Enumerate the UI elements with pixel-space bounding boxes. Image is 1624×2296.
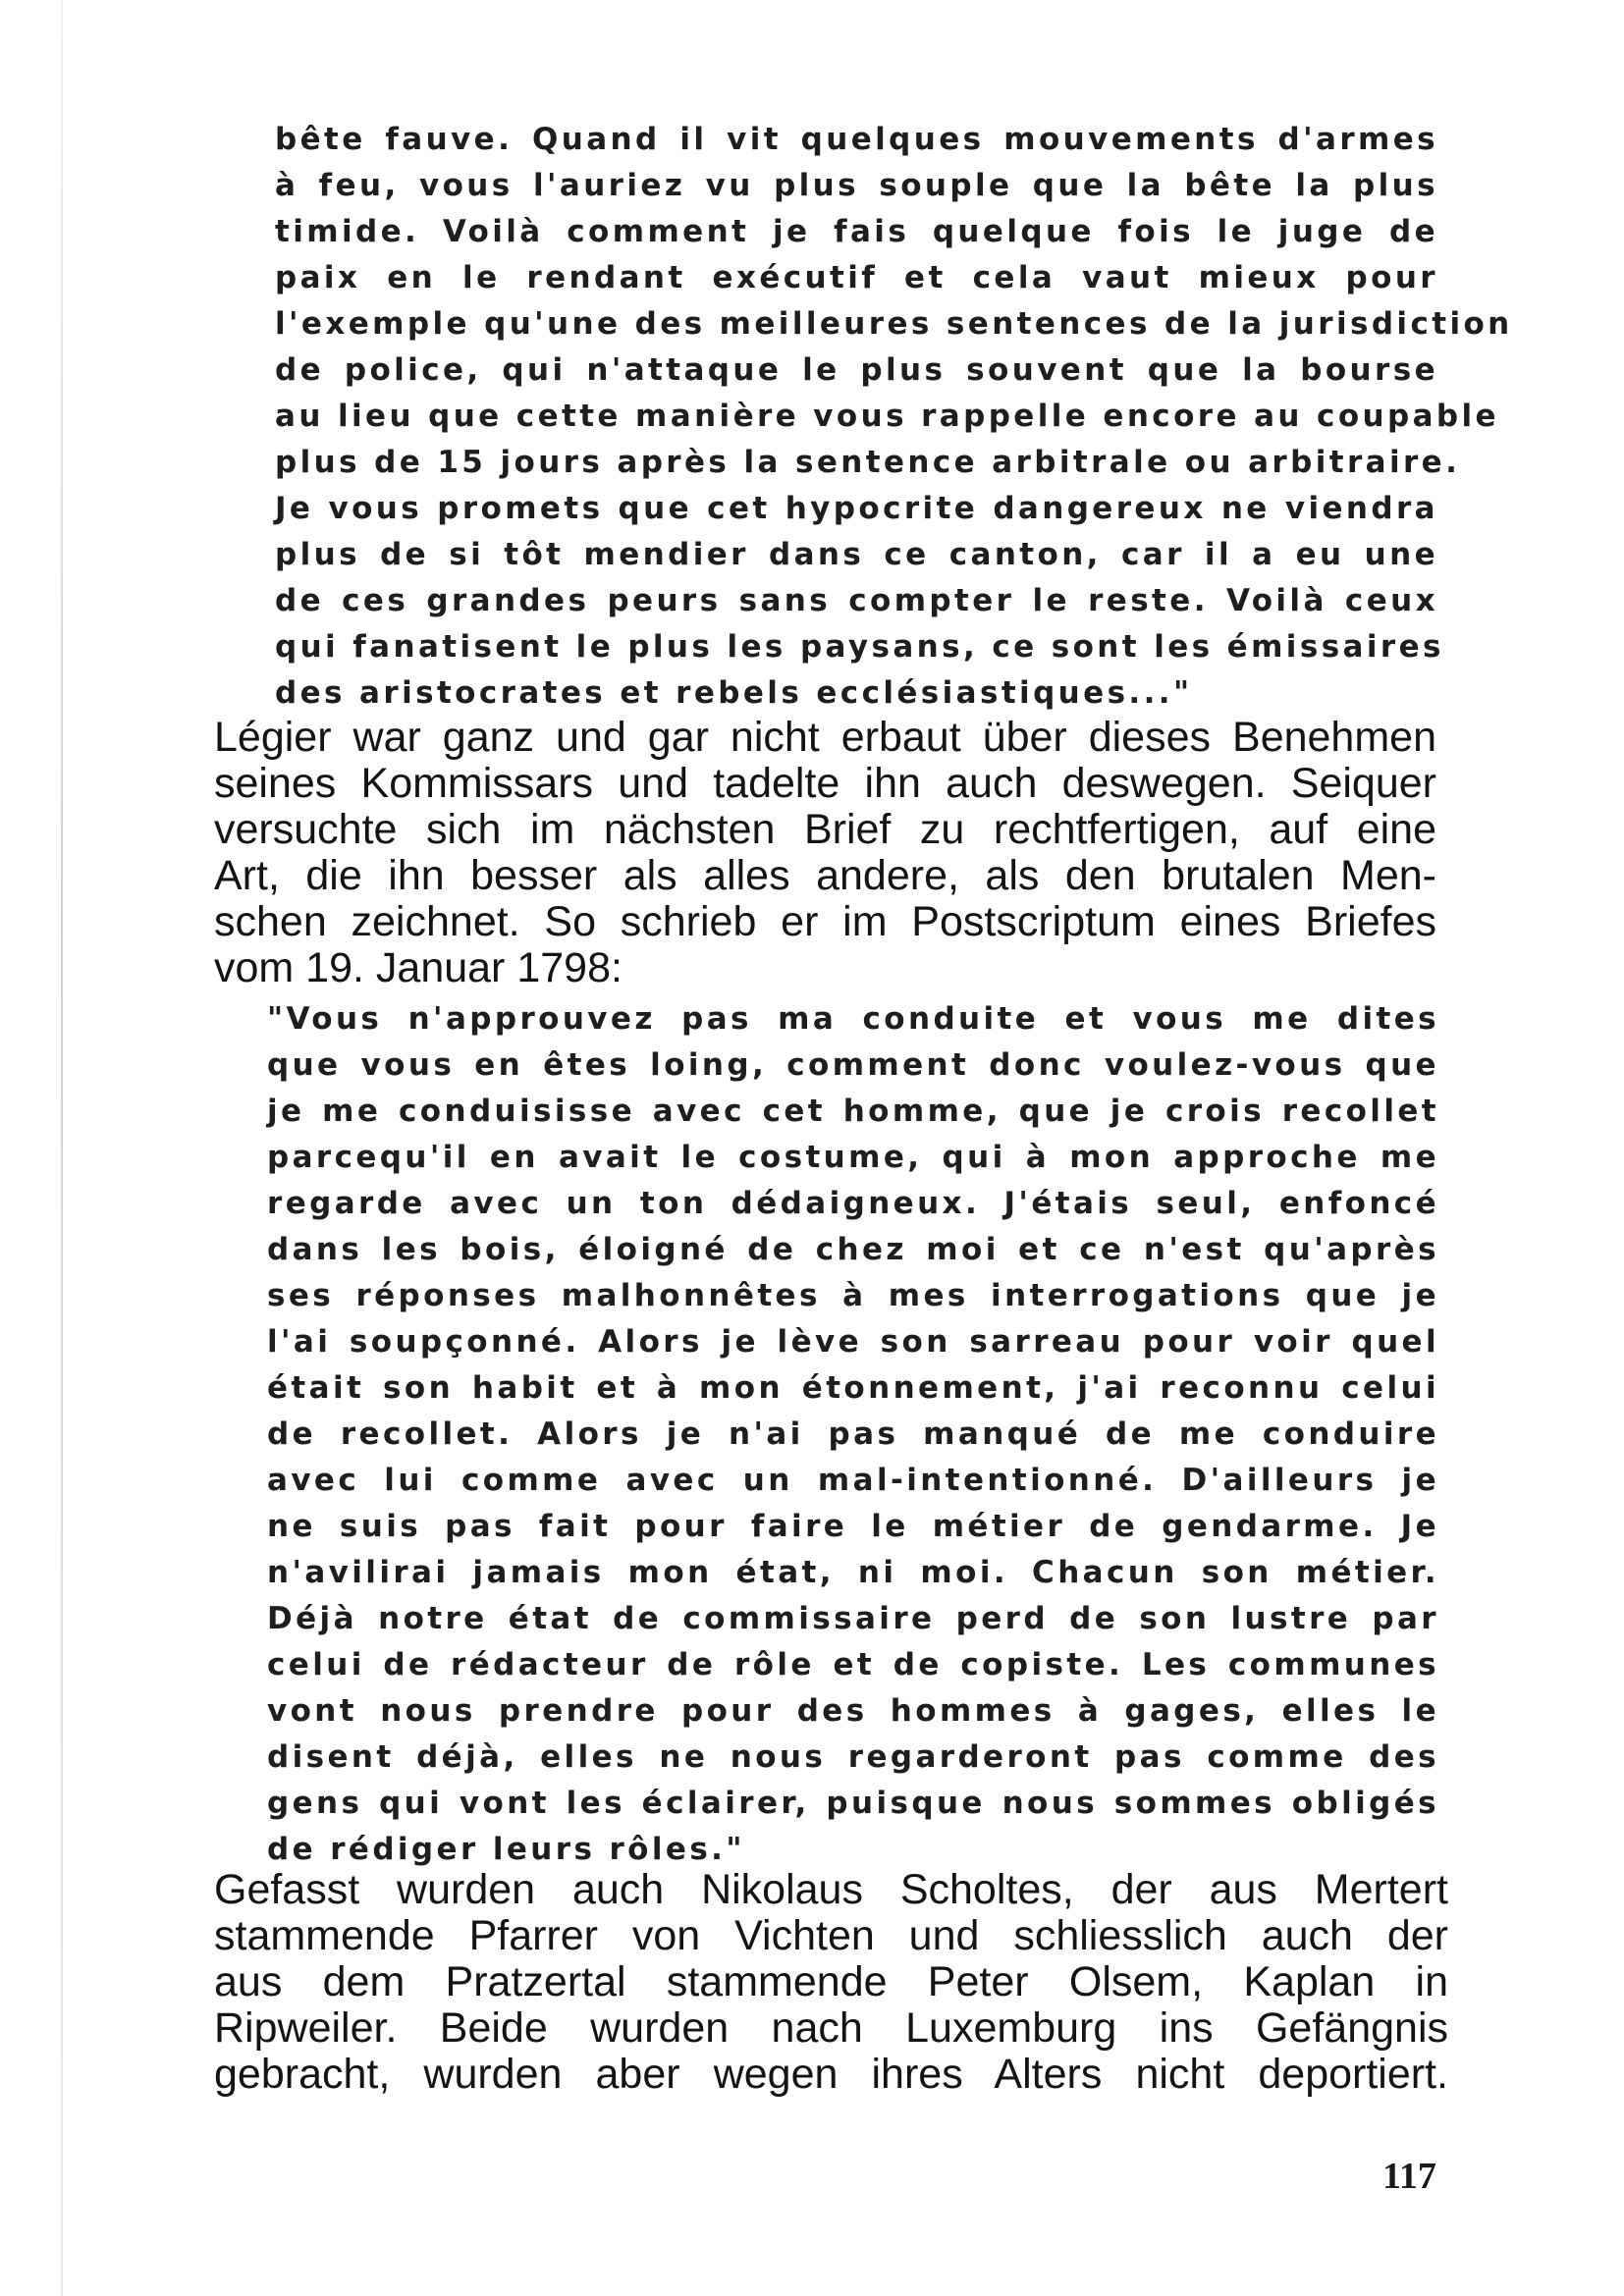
quote-line: parcequ'il en avait le costume, qui à mon approche me <box>267 1140 1439 1175</box>
paragraph-line: seines Kommissars und tadelte ihn auch deswegen. Seiquer <box>214 760 1436 807</box>
paragraph-line: stammende Pfarrer von Vichten und schliesslich auch der <box>214 1912 1448 1959</box>
paragraph-line: Ripweiler. Beide wurden nach Luxemburg ins Gefängnis <box>214 2004 1448 2052</box>
paragraph-line: aus dem Pratzertal stammende Peter Olsem, Kaplan in <box>214 1958 1448 2005</box>
quote-line: disent déjà, elles ne nous regarderont pas comme des <box>267 1739 1439 1775</box>
quote-line: regarde avec un ton dédaigneux. J'étais seul, enfoncé <box>267 1186 1439 1221</box>
quote-line: l'ai soupçonné. Alors je lève son sarreau pour voir quel <box>267 1324 1439 1360</box>
quote-line: dans les bois, éloigné de chez moi et ce n'est qu'après <box>267 1232 1439 1267</box>
quote-line: ne suis pas fait pour faire le métier de gendarme. Je <box>267 1509 1439 1544</box>
paragraph-line: schen zeichnet. So schrieb er im Postscriptum eines Briefes <box>214 898 1436 945</box>
paragraph-line: gebracht, wurden aber wegen ihres Alters nicht deportiert. <box>214 2051 1448 2098</box>
quote-line: était son habit et à mon étonnement, j'ai reconnu celui <box>267 1370 1439 1406</box>
quote-line: je me conduisisse avec cet homme, que je crois recollet <box>267 1094 1439 1129</box>
quote-line: Déjà notre état de commissaire perd de son lustre par <box>267 1601 1439 1636</box>
quote-line: l'exemple qu'une des meilleures sentences de la jurisdiction <box>275 306 1513 342</box>
quote-line: de ces grandes peurs sans compter le reste. Voilà ceux <box>275 583 1438 618</box>
quote-line: de police, qui n'attaque le plus souvent que la bourse <box>275 352 1438 388</box>
quote-line: avec lui comme avec un mal-intentionné. D'ailleurs je <box>267 1463 1439 1498</box>
quote-line: à feu, vous l'auriez vu plus souple que la bête la plus <box>275 168 1438 203</box>
quote-line: de recollet. Alors je n'ai pas manqué de me conduire <box>267 1416 1439 1452</box>
paragraph-line: versuchte sich im nächsten Brief zu rechtfertigen, auf eine <box>214 806 1436 853</box>
quote-line: que vous en êtes loing, comment donc voulez-vous que <box>267 1047 1439 1083</box>
quote-line: bête fauve. Quand il vit quelques mouvements d'armes <box>275 122 1438 157</box>
quote-line: celui de rédacteur de rôle et de copiste. Les communes <box>267 1647 1439 1682</box>
quote-line: Je vous promets que cet hypocrite dangereux ne viendra <box>275 491 1438 526</box>
quote-line: au lieu que cette manière vous rappelle encore au coupable <box>275 399 1499 434</box>
paragraph-line: Art, die ihn besser als alles andere, als den brutalen Men- <box>214 852 1436 899</box>
paragraph-line: vom 19. Januar 1798: <box>214 944 623 991</box>
quote-line: ses réponses malhonnêtes à mes interrogations que je <box>267 1278 1439 1313</box>
paragraph-line: Légier war ganz und gar nicht erbaut über dieses Benehmen <box>214 714 1436 761</box>
quote-line: "Vous n'approuvez pas ma conduite et vous me dites <box>267 1001 1439 1037</box>
page-number: 117 <box>1382 2156 1436 2197</box>
quote-line: plus de si tôt mendier dans ce canton, car il a eu une <box>275 537 1438 572</box>
scan-edge-shadow <box>61 0 63 2296</box>
quote-line: plus de 15 jours après la sentence arbitrale ou arbitraire. <box>275 445 1461 480</box>
quote-line: n'avilirai jamais mon état, ni moi. Chacun son métier. <box>267 1555 1439 1590</box>
quote-line: gens qui vont les éclairer, puisque nous sommes obligés <box>267 1786 1439 1821</box>
quote-line: timide. Voilà comment je fais quelque fois le juge de <box>275 214 1438 249</box>
paragraph-line: Gefasst wurden auch Nikolaus Scholtes, der aus Mertert <box>214 1866 1448 1913</box>
quote-line: paix en le rendant exécutif et cela vaut mieux pour <box>275 260 1438 295</box>
quote-line: qui fanatisent le plus les paysans, ce sont les émissaires <box>275 629 1444 665</box>
quote-line: vont nous prendre pour des hommes à gages, elles le <box>267 1693 1439 1729</box>
quote-line: des aristocrates et rebels ecclésiastiques..." <box>275 675 1193 711</box>
quote-line: de rédiger leurs rôles." <box>267 1832 745 1867</box>
